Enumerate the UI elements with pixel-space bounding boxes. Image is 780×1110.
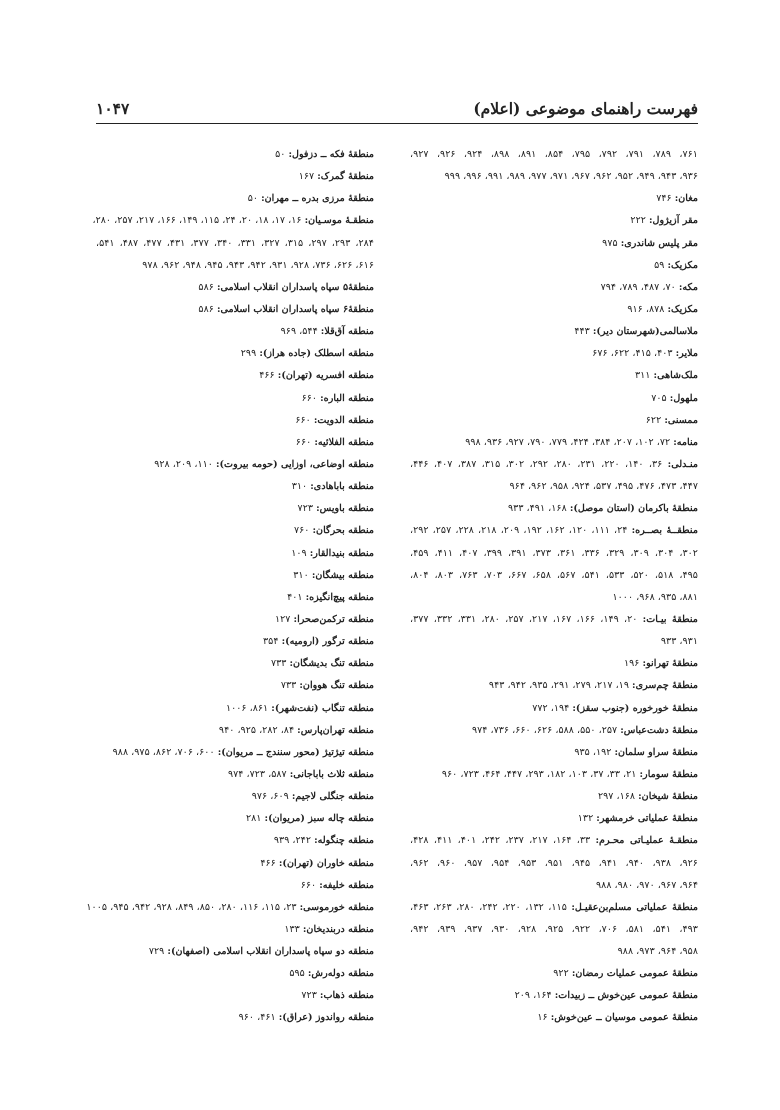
index-line: [96, 144, 374, 166]
index-entry-heading: منطقه الفلائیه:: [314, 436, 374, 448]
index-entry-heading: ممسنی:: [664, 414, 698, 426]
index-line: [410, 188, 698, 210]
index-entry-pages: ۱۶۸، ۲۹۷: [597, 791, 636, 803]
index-entry-heading: منطقهٔ خورخوره (جنوب سقز):: [572, 702, 698, 714]
index-entry-pages: ۴۰۳، ۴۱۵، ۶۲۲، ۶۷۶: [592, 348, 673, 360]
index-entry-pages: ۱۶۸، ۴۹۱، ۹۳۳: [508, 503, 567, 515]
index-line: [96, 853, 374, 875]
index-entry-heading: منطقهٔ سراو سلمان:: [614, 746, 698, 758]
index-entry-pages: ۷۲، ۱۰۲، ۲۰۷، ۳۸۴، ۴۲۴، ۷۷۹، ۷۹۰، ۹۲۷، ۹۳۶، ۹۹۸: [465, 436, 671, 448]
index-entry-heading: منطقه اوضاعی، اوزایی (حومه بیروت):: [215, 458, 374, 470]
page-header: [96, 92, 698, 118]
index-line: [96, 343, 374, 365]
index-entry-pages: ۶۶۰: [295, 436, 312, 448]
index-entry-heading: منطقهٔ۵ سپاه پاسداران انقلاب اسلامی:: [216, 281, 374, 293]
index-entry-pages: ۵۴۴، ۹۶۹: [280, 326, 318, 338]
index-entry-pages: ۱۹۶: [624, 658, 640, 670]
index-entry-pages: ۶۲۲: [645, 414, 662, 426]
index-entry-heading: منطقه تنگ بدیشگان:: [289, 658, 374, 670]
index-line: [410, 388, 698, 410]
index-entry-heading: منطقه دربندیخان:: [302, 923, 374, 935]
index-entry-pages: ۳۱۰: [293, 569, 309, 581]
index-entry-heading: منطقهٔ عملیاتی خرمشهر:: [596, 813, 698, 825]
index-entry-pages: ۴۹۵، ۵۱۸، ۵۲۰، ۵۳۳، ۵۴۱، ۵۶۷، ۶۵۸، ۶۶۷، ۷۰۳، ۷۶۳، ۸۰۳، ۸۰۴،: [410, 569, 698, 581]
index-line: [410, 454, 698, 476]
index-line: [410, 919, 698, 941]
index-entry-heading: منطقهٔ باکرمان (استان موصل):: [569, 503, 698, 515]
index-entry-pages: ۳۱۱: [635, 370, 651, 382]
index-line: [96, 631, 374, 653]
index-entry-heading: منطقه خاوران (تهران):: [278, 857, 374, 869]
index-line: [410, 432, 698, 454]
index-entry-heading: منطقه رواندوز (عراق):: [278, 1012, 374, 1024]
index-line: [410, 698, 698, 720]
index-entry-heading: منطقه بحرگان:: [312, 525, 374, 537]
index-entry-heading: منطقه ثلاث باباجانی:: [289, 768, 374, 780]
index-entry-heading: منطقه چاله سبز (مریوان):: [264, 813, 374, 825]
index-entry-heading: منطقهٔ بیـات:: [642, 613, 698, 625]
index-entry-pages: ۷۰، ۴۸۷، ۷۸۹، ۷۹۴: [600, 281, 676, 293]
index-line: [96, 720, 374, 742]
index-line: [96, 875, 374, 897]
index-entry-pages: ۷۶۰: [293, 525, 310, 537]
index-entry-pages: ۶۱۶، ۶۲۶، ۷۳۶، ۹۲۸، ۹۳۱، ۹۴۲، ۹۴۳، ۹۴۵، ۹۴۸، ۹۶۲، ۹۷۸: [142, 259, 374, 271]
index-entry-heading: منطقهٔ تهرانو:: [642, 658, 698, 670]
index-entry-heading: منطقه الباره:: [320, 392, 374, 404]
index-entry-pages: ۷۲۹: [148, 946, 165, 958]
index-entry-heading: منطقهٔ شیخان:: [638, 791, 698, 803]
index-entry-pages: ۷۳۳: [270, 658, 287, 670]
index-entry-pages: ۷۰۵: [651, 392, 667, 404]
index-entry-pages: ۵۰: [247, 193, 258, 205]
index-entry-heading: منطقه ذهاب:: [319, 990, 374, 1002]
index-entry-heading: منطقه تنگ هووان:: [299, 680, 374, 692]
index-entry-heading: مکه:: [678, 281, 698, 293]
index-entry-pages: ۲۸۱: [246, 813, 262, 825]
index-entry-pages: ۶۶۰: [300, 879, 317, 891]
index-entry-pages: ۱۹، ۲۱۷، ۲۷۹، ۲۹۱، ۹۳۵، ۹۴۲، ۹۴۳: [488, 680, 629, 692]
index-line: [410, 1007, 698, 1029]
index-entry-pages: ۲۱، ۳۳، ۳۷، ۱۰۳، ۱۸۲، ۲۹۳، ۴۴۷، ۴۶۴، ۷۲۳، ۹۶۰: [441, 768, 637, 780]
index-line: [410, 675, 698, 697]
index-line: [96, 321, 374, 343]
index-entry-pages: ۹۳۶، ۹۴۳، ۹۴۹، ۹۵۲، ۹۶۲، ۹۶۷، ۹۷۱، ۹۷۷، ۹۸۹، ۹۹۱، ۹۹۶، ۹۹۹: [444, 171, 698, 183]
index-entry-heading: ملهول:: [669, 392, 698, 404]
index-entry-heading: منامه:: [673, 436, 698, 448]
index-line: [96, 188, 374, 210]
index-entry-heading: منطقه باباهادی:: [310, 481, 374, 493]
index-line: [410, 410, 698, 432]
index-entry-heading: منطقه الدویت:: [313, 414, 374, 426]
index-entry-pages: ۲۴۲، ۹۳۹: [273, 835, 311, 847]
index-entry-heading: منطقه دو سپاه پاسداران انقلاب اسلامی (اصفهان):: [167, 946, 374, 958]
index-entry-pages: ۱۲۷: [275, 613, 291, 625]
index-entry-heading: منطقه بنیدالقار:: [309, 547, 374, 559]
index-entry-pages: ۲۳، ۱۱۵، ۱۱۶، ۲۸۰، ۸۵۰، ۸۴۹، ۹۲۸، ۹۴۲، ۹۴۵، ۱۰۰۵: [86, 901, 297, 913]
index-entry-pages: ۱۶، ۱۷، ۱۸، ۲۰، ۲۴، ۱۱۵، ۱۴۹، ۱۶۶، ۲۱۷، ۲۵۷، ۲۸۰،: [92, 215, 302, 227]
index-line: [96, 388, 374, 410]
index-line: [96, 675, 374, 697]
index-column-right: [410, 144, 698, 1030]
index-entry-pages: ۷۲۳: [301, 990, 317, 1002]
index-line: [96, 255, 374, 277]
index-entry-heading: منطقه آق‌قلا:: [320, 326, 374, 338]
index-entry-heading: منطقهٔ فکه ــ دزفول:: [288, 149, 374, 160]
index-line: [96, 520, 374, 542]
index-entry-heading: منطقه پیچ‌انگیزه:: [305, 591, 374, 603]
index-line: [96, 830, 374, 852]
index-line: [96, 277, 374, 299]
index-entry-pages: ۷۴۶: [656, 193, 672, 205]
index-entry-heading: منطقهٔ عمومی موسیان ــ عین‌خوش:: [550, 1012, 698, 1024]
index-entry-pages: ۱۰۹: [291, 547, 307, 559]
index-entry-pages: ۳۰۲، ۳۰۴، ۳۰۹، ۳۲۹، ۳۳۶، ۳۶۱، ۳۷۳، ۳۹۱، ۳۹۹، ۴۰۷، ۴۱۱، ۴۵۹،: [410, 547, 698, 559]
index-entry-heading: ملاسالمی(شهرستان دیر):: [592, 326, 698, 338]
index-line: [96, 1007, 374, 1029]
index-entry-pages: ۱۳۲: [577, 813, 594, 825]
index-entry-pages: ۵۸۶: [198, 281, 214, 293]
index-line: [410, 144, 698, 166]
index-line: [92, 210, 374, 232]
index-entry-heading: مغان:: [674, 193, 698, 205]
index-entry-pages: ۲۴، ۱۱۱، ۱۲۰، ۱۶۲، ۱۹۲، ۲۰۹، ۲۱۸، ۲۲۸، ۲۵۷، ۲۹۲،: [410, 525, 628, 537]
index-line: [410, 498, 698, 520]
index-entry-pages: ۱۹۲، ۹۳۵: [574, 746, 612, 758]
index-entry-heading: ملک‌شاهی:: [653, 370, 698, 382]
running-title: فهرست راهنمای موضوعی (اعلام): [473, 99, 698, 118]
index-entry-heading: منـدلی:: [667, 458, 698, 470]
index-line: [96, 919, 374, 941]
header-rule: [96, 123, 698, 124]
index-entry-pages: ۹۵۸، ۹۶۴، ۹۷۳، ۹۸۸: [617, 946, 698, 958]
index-line: [410, 476, 698, 498]
index-line: [86, 897, 374, 919]
index-line: [96, 299, 374, 321]
index-entry-pages: ۸۶۱، ۱۰۰۶: [225, 702, 269, 714]
index-entry-pages: ۷۲۳: [297, 503, 314, 515]
index-entry-heading: منطقه تهران‌پارس:: [297, 724, 374, 736]
index-entry-heading: مقر آزیژول:: [648, 215, 698, 227]
index-entry-pages: ۳۶، ۱۴۰، ۲۲۰، ۲۳۱، ۲۸۰، ۲۹۲، ۳۰۲، ۳۱۵، ۳۸۷، ۴۰۷، ۴۴۶،: [410, 458, 663, 470]
index-line: [410, 941, 698, 963]
index-entry-heading: مکزیک:: [667, 303, 698, 315]
index-entry-heading: منطقهٔ دشت‌عباس:: [620, 724, 698, 736]
index-entry-pages: ۴۰۱: [287, 591, 303, 603]
index-entry-pages: ۹۶۴، ۹۶۷، ۹۷۰، ۹۸۰، ۹۸۸: [596, 879, 698, 891]
index-entry-pages: ۶۰۹، ۹۷۶: [251, 791, 289, 803]
index-entry-pages: ۴۶۶: [260, 857, 276, 869]
index-entry-heading: ملایر:: [675, 348, 698, 360]
index-line: [96, 166, 374, 188]
index-line: [410, 609, 698, 631]
index-entry-pages: ۸۸۱، ۹۳۵، ۹۶۸، ۱۰۰۰: [612, 591, 698, 603]
index-line: [410, 543, 698, 565]
index-line: [410, 233, 698, 255]
index-line: [96, 565, 374, 587]
index-line: [96, 985, 374, 1007]
index-column-left: [86, 144, 374, 1030]
index-entry-pages: ۳۱۰: [291, 481, 308, 493]
index-line: [410, 277, 698, 299]
index-entry-pages: ۷۶۱، ۷۸۹، ۷۹۱، ۷۹۲، ۷۹۵، ۸۵۴، ۸۹۱، ۸۹۸، ۹۲۴، ۹۲۶، ۹۲۷،: [410, 149, 698, 160]
index-entry-pages: ۹۷۵: [602, 237, 618, 249]
index-entry-heading: منطقه تیژتیژ (محور سنندج ــ مریوان):: [217, 746, 374, 758]
index-entry-pages: ۴۴۳: [574, 326, 590, 338]
index-entry-pages: ۳۵۴: [263, 636, 279, 648]
index-entry-heading: منطقـهٔ عملیـاتی محـرم:: [595, 835, 698, 847]
index-entry-pages: ۴۶۱، ۹۶۰: [238, 1012, 276, 1024]
index-entry-heading: منطقه افسریه (تهران):: [277, 370, 374, 382]
index-entry-pages: ۲۵۷، ۵۵۰، ۵۸۸، ۶۲۶، ۶۶۰، ۷۳۶، ۹۷۴: [471, 724, 618, 736]
index-line: [410, 343, 698, 365]
index-entry-heading: مکزیک:: [667, 259, 698, 271]
index-line: [410, 299, 698, 321]
index-entry-heading: منطقهٔ۶ سپاه پاسداران انقلاب اسلامی:: [216, 303, 374, 315]
index-entry-heading: منطقه باویس:: [316, 503, 374, 515]
index-line: [410, 963, 698, 985]
index-entry-heading: منطقهٔ چم‌سری:: [632, 680, 698, 692]
index-line: [96, 941, 374, 963]
index-line: [410, 565, 698, 587]
index-line: [410, 853, 698, 875]
index-entry-pages: ۴۶۶: [259, 370, 275, 382]
index-entry-heading: منطقهٔ عمومی عملیات رمضان:: [571, 968, 698, 980]
index-entry-heading: مقر پلیس شاندری:: [620, 237, 698, 249]
index-entry-pages: ۷۳۳: [280, 680, 297, 692]
index-line: [96, 698, 374, 720]
index-entry-heading: منطقهٔ سومار:: [639, 768, 698, 780]
index-line: [96, 653, 374, 675]
index-line: [410, 897, 698, 919]
index-entry-pages: ۹۲۲: [553, 968, 569, 980]
index-entry-heading: منطقه ترکمن‌صحرا:: [293, 613, 374, 625]
index-entry-pages: ۲۹۹: [240, 348, 257, 360]
index-entry-pages: ۶۶۰: [301, 392, 318, 404]
index-line: [410, 321, 698, 343]
index-entry-pages: ۵۸۶: [198, 303, 214, 315]
index-line: [96, 410, 374, 432]
index-entry-pages: ۴۴۷، ۴۷۳، ۴۷۶، ۴۹۵، ۵۳۷، ۹۲۴، ۹۵۸، ۹۶۲، ۹۶۴: [509, 481, 698, 493]
index-entry-pages: ۱۶۷: [298, 171, 315, 183]
index-line: [96, 365, 374, 387]
index-line: [410, 808, 698, 830]
index-line: [410, 210, 698, 232]
index-line: [410, 587, 698, 609]
index-entry-pages: ۱۱۰، ۲۰۹، ۹۲۸: [154, 458, 213, 470]
index-entry-heading: منطقهٔ عمومی عین‌خوش ــ زبیدات:: [554, 990, 698, 1002]
index-line: [96, 609, 374, 631]
index-entry-pages: ۲۲۲: [630, 215, 646, 227]
index-entry-pages: ۱۹۴، ۷۷۲: [532, 702, 570, 714]
index-line: [410, 166, 698, 188]
index-entry-heading: منطقهٔ گمرک:: [317, 171, 374, 183]
index-entry-pages: ۸۴، ۲۸۲، ۹۲۵، ۹۴۰: [218, 724, 295, 736]
index-entry-heading: منطقــهٔ بصــره:: [631, 525, 698, 537]
index-entry-pages: ۵۹۵: [289, 968, 305, 980]
index-line: [410, 875, 698, 897]
index-entry-heading: منطقهٔ مرزی بدره ــ مهران:: [261, 193, 374, 205]
index-line: [410, 255, 698, 277]
index-entry-heading: منطقه خلیفه:: [319, 879, 374, 891]
index-line: [410, 631, 698, 653]
page-number: ۱۰۴۷: [96, 99, 130, 118]
index-entry-pages: ۱۱۵، ۱۳۲، ۲۲۰، ۲۴۲، ۲۸۰، ۲۶۳، ۴۶۳،: [410, 901, 567, 913]
index-line: [96, 476, 374, 498]
index-entry-heading: منطقه جنگلی لاجیم:: [291, 791, 374, 803]
index-entry-heading: منطقه چنگوله:: [314, 835, 374, 847]
index-line: [96, 543, 374, 565]
index-line: [96, 587, 374, 609]
index-line: [96, 786, 374, 808]
index-line: [96, 963, 374, 985]
index-entry-heading: منطقه دولەرش:: [307, 968, 374, 980]
index-entry-heading: منطقه ترگور (ارومیه):: [281, 636, 374, 648]
index-entry-heading: منطقه خورموسی:: [299, 901, 374, 913]
index-entry-pages: ۴۹۳، ۵۴۱، ۵۸۱، ۷۰۶، ۹۲۲، ۹۲۵، ۹۲۸، ۹۳۰، ۹۳۷، ۹۳۹، ۹۴۲،: [410, 923, 698, 935]
index-entry-pages: ۶۰۰، ۷۰۶، ۸۶۲، ۹۷۵، ۹۸۸: [112, 746, 215, 758]
index-entry-pages: ۲۰، ۱۴۹، ۱۶۶، ۱۶۷، ۲۱۷، ۲۵۷، ۲۸۰، ۳۳۱، ۳۳۲، ۳۷۷،: [410, 613, 638, 625]
index-line: [410, 653, 698, 675]
index-line: [410, 520, 698, 542]
index-line: [410, 764, 698, 786]
index-line: [96, 764, 374, 786]
index-entry-pages: ۲۸۴، ۲۹۳، ۲۹۷، ۳۱۵، ۳۲۷، ۳۳۱، ۳۴۰، ۳۷۷، ۴۳۱، ۴۷۷، ۴۸۷، ۵۴۱،: [96, 237, 374, 249]
index-entry-heading: منطقهٔ عملیاتی مسلم‌بن‌عقیـل:: [571, 901, 698, 913]
index-line: [410, 830, 698, 852]
index-entry-pages: ۵۸۷، ۷۲۳، ۹۷۴: [227, 768, 287, 780]
index-entry-pages: ۵۹: [654, 259, 665, 271]
index-entry-pages: ۹۲۶، ۹۳۸، ۹۴۰، ۹۴۱، ۹۴۵، ۹۵۱، ۹۵۳، ۹۵۴، ۹۵۷، ۹۶۰، ۹۶۲،: [410, 857, 698, 869]
index-entry-heading: منطقه تنگاب (نفت‌شهر):: [271, 702, 374, 714]
index-line: [410, 365, 698, 387]
index-entry-heading: منطقه اسطلک (جاده هراز):: [259, 348, 374, 360]
index-line: [96, 498, 374, 520]
index-line: [96, 233, 374, 255]
index-line: [410, 720, 698, 742]
index-entry-pages: ۹۳۱، ۹۳۳: [660, 636, 698, 648]
index-line: [410, 742, 698, 764]
index-line: [96, 742, 374, 764]
index-entry-pages: ۱۶: [537, 1012, 548, 1024]
index-entry-pages: ۵۰: [275, 149, 286, 160]
index-line: [96, 432, 374, 454]
index-entry-pages: ۸۷۸، ۹۱۶: [627, 303, 665, 315]
index-line: [96, 454, 374, 476]
index-entry-heading: منطقه بیشگان:: [311, 569, 374, 581]
index-entry-pages: ۶۶۰: [295, 414, 311, 426]
index-entry-pages: ۳۳، ۱۶۴، ۲۱۷، ۲۳۷، ۲۴۲، ۴۰۱، ۴۱۱، ۴۲۸،: [410, 835, 591, 847]
index-entry-pages: ۱۶۴، ۲۰۹: [514, 990, 552, 1002]
index-entry-pages: ۱۳۳: [284, 923, 300, 935]
index-line: [410, 985, 698, 1007]
index-line: [96, 808, 374, 830]
index-line: [410, 786, 698, 808]
index-entry-heading: منطقـهٔ موسـیان:: [304, 215, 374, 227]
